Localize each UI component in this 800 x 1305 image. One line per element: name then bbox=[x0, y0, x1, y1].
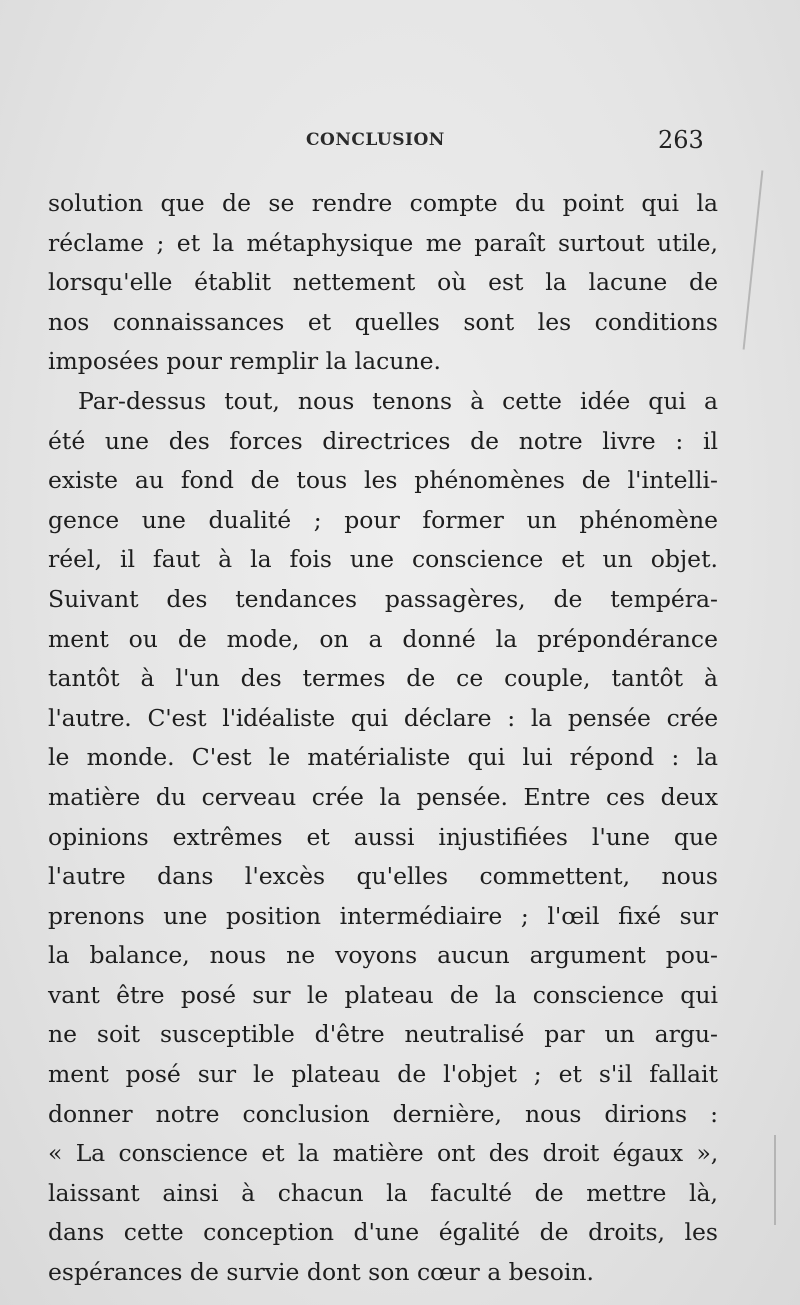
page-header bbox=[0, 126, 800, 160]
page-number: 263 bbox=[658, 126, 704, 154]
text-line: vant être posé sur le plateau de la conscience qui bbox=[48, 980, 718, 1009]
text-line: réclame ; et la métaphysique me paraît surtout utile, bbox=[48, 228, 718, 257]
text-line: donner notre conclusion dernière, nous dirions : bbox=[48, 1099, 718, 1128]
text-line: Par-dessus tout, nous tenons à cette idée qui a bbox=[78, 386, 718, 415]
text-line: espérances de survie dont son cœur a besoin. bbox=[48, 1258, 594, 1287]
text-line: ne soit susceptible d'être neutralisé par un argu- bbox=[48, 1020, 718, 1049]
text-line: été une des forces directrices de notre livre : il bbox=[48, 426, 718, 455]
text-line: prenons une position intermédiaire ; l'œil fixé sur bbox=[48, 901, 718, 930]
text-line: réel, il faut à la fois une conscience et un objet. bbox=[48, 545, 718, 574]
margin-mark bbox=[743, 170, 764, 349]
text-line: lorsqu'elle établit nettement où est la lacune de bbox=[48, 268, 718, 297]
text-line: le monde. C'est le matérialiste qui lui répond : la bbox=[48, 743, 718, 772]
text-line: matière du cerveau crée la pensée. Entre ces deux bbox=[48, 782, 718, 811]
text-line: existe au fond de tous les phénomènes de l'intelli- bbox=[48, 466, 718, 495]
text-line: gence une dualité ; pour former un phénomène bbox=[48, 505, 718, 534]
text-line: solution que de se rendre compte du point qui la bbox=[48, 189, 718, 217]
text-line: Suivant des tendances passagères, de tempéra- bbox=[48, 584, 718, 613]
text-line: ment ou de mode, on a donné la prépondérance bbox=[48, 624, 718, 653]
text-line: imposées pour remplir la lacune. bbox=[48, 347, 441, 376]
margin-mark bbox=[774, 1135, 776, 1225]
text-line: nos connaissances et quelles sont les conditions bbox=[48, 307, 718, 336]
text-line: dans cette conception d'une égalité de droits, les bbox=[48, 1218, 718, 1247]
text-line: opinions extrêmes et aussi injustifiées l'une que bbox=[48, 822, 718, 851]
body-text bbox=[48, 184, 718, 1293]
text-line: ment posé sur le plateau de l'objet ; et s'il fallait bbox=[48, 1060, 718, 1089]
text-line: l'autre dans l'excès qu'elles commettent, nous bbox=[48, 862, 718, 891]
text-line: « La conscience et la matière ont des droit égaux », bbox=[48, 1139, 718, 1168]
text-line: la balance, nous ne voyons aucun argument pou- bbox=[48, 941, 718, 970]
running-head: CONCLUSION bbox=[306, 130, 445, 150]
text-line: l'autre. C'est l'idéaliste qui déclare : la pensée crée bbox=[48, 703, 718, 732]
text-line: tantôt à l'un des termes de ce couple, tantôt à bbox=[48, 664, 718, 693]
text-line: laissant ainsi à chacun la faculté de mettre là, bbox=[48, 1178, 718, 1207]
